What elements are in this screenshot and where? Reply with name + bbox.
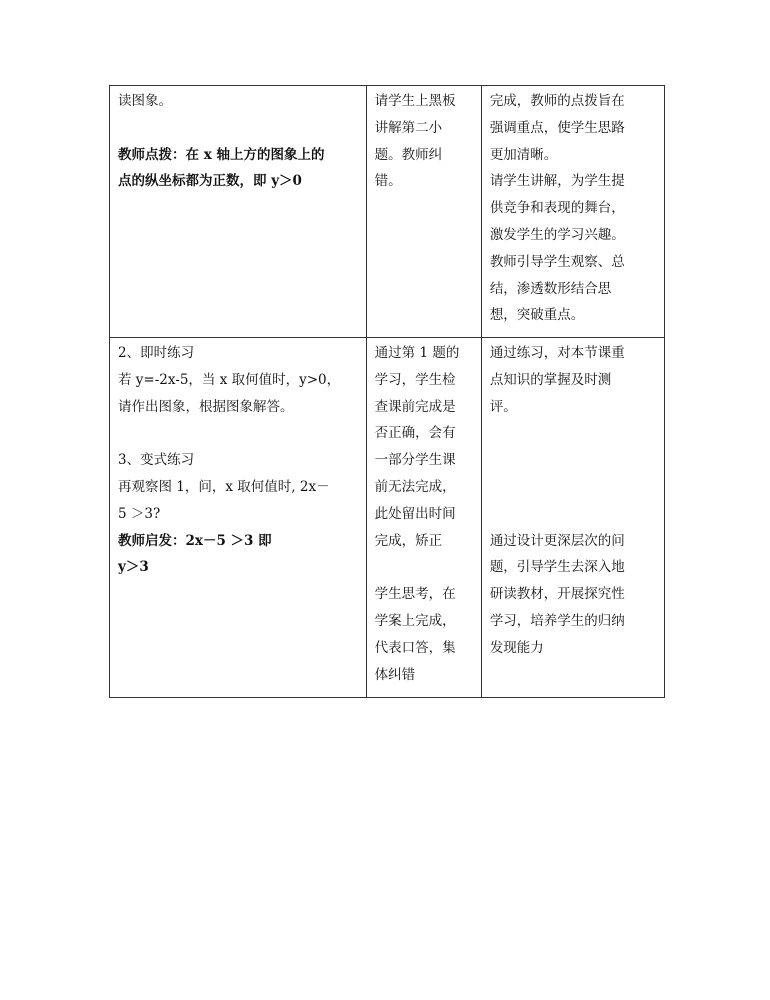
text-line: 完成，矫正: [374, 532, 443, 549]
text-line: 前无法完成，: [374, 478, 456, 495]
text-line: 若 y=-2x-5，当 x 取何值时，y>0，: [118, 371, 341, 388]
text-line: 学习，学生检: [374, 371, 456, 388]
text-line: 教师点拨：在 x 轴上方的图象上的: [118, 146, 325, 163]
text-line: 请学生上黑板: [374, 93, 456, 109]
text-line: 供竞争和表现的舞台，: [489, 200, 625, 217]
lesson-plan-table: [109, 85, 665, 698]
text-line: 学案上完成，: [374, 612, 456, 629]
text-line: 读图象。: [118, 93, 172, 109]
text-line: 结，渗透数形结合思: [489, 280, 612, 297]
text-line: 请作出图象，根据图象解答。: [118, 398, 294, 415]
text-line: 通过设计更深层次的问: [489, 532, 625, 549]
text-line: 讲解第二小: [374, 119, 443, 136]
text-line: 学习，培养学生的归纳: [489, 612, 625, 629]
text-line: 教师引导学生观察、总: [489, 253, 625, 270]
text-line: 通过练习，对本节课重: [489, 345, 625, 361]
student-activity-cell: [366, 338, 481, 698]
text-line: 教师启发：2x－5 ＞3 即: [118, 532, 272, 549]
design-intent-cell: [481, 86, 664, 338]
text-line: 否正确，会有: [374, 425, 456, 442]
text-line: 题，引导学生去深入地: [489, 559, 625, 576]
text-line: 研读教材，开展探究性: [489, 586, 625, 603]
text-line: 点知识的掌握及时测: [489, 371, 612, 388]
text-line: 查课前完成是: [374, 398, 456, 415]
text-line: 题。教师纠: [374, 146, 443, 163]
blank-line: [490, 447, 656, 474]
blank-line: [490, 501, 656, 528]
text-line: 点的纵坐标都为正数，即 y＞0: [118, 173, 302, 190]
text-line: 激发学生的学习兴趣。: [489, 226, 625, 243]
student-activity-cell: [366, 86, 481, 338]
text-line: y＞3: [118, 559, 149, 576]
text-line: 想，突破重点。: [489, 307, 585, 324]
table-row: [110, 86, 665, 338]
table-row: [110, 338, 665, 698]
text-line: 请学生讲解，为学生提: [489, 173, 625, 190]
text-line: 通过第 1 题的: [374, 345, 460, 361]
text-line: 发现能力: [489, 639, 544, 656]
text-line: 5 ＞3?: [118, 505, 161, 522]
design-intent-cell: [481, 338, 664, 698]
teaching-content-cell: [110, 86, 367, 338]
text-line: 完成，教师的点拨旨在: [489, 93, 625, 109]
blank-line: [118, 420, 358, 447]
text-line: 体纠错: [374, 666, 416, 683]
text-line: 学生思考，在: [374, 586, 456, 603]
text-line: 再观察图 1，问，x 取何值时, 2x－: [118, 478, 330, 495]
text-line: 强调重点，使学生思路: [489, 119, 625, 136]
teaching-content-cell: [110, 338, 367, 698]
text-line: 3、变式练习: [118, 452, 195, 469]
text-line: 代表口答，集: [374, 639, 456, 656]
text-line: 此处留出时间: [374, 505, 456, 522]
blank-line: [375, 554, 473, 581]
blank-line: [490, 420, 656, 447]
blank-line: [490, 474, 656, 501]
text-line: 更加清晰。: [489, 146, 558, 163]
text-line: 评。: [489, 398, 517, 415]
text-line: 2、即时练习: [118, 345, 195, 361]
blank-line: [118, 115, 358, 142]
text-line: 错。: [374, 173, 402, 190]
text-line: 一部分学生课: [374, 452, 456, 469]
